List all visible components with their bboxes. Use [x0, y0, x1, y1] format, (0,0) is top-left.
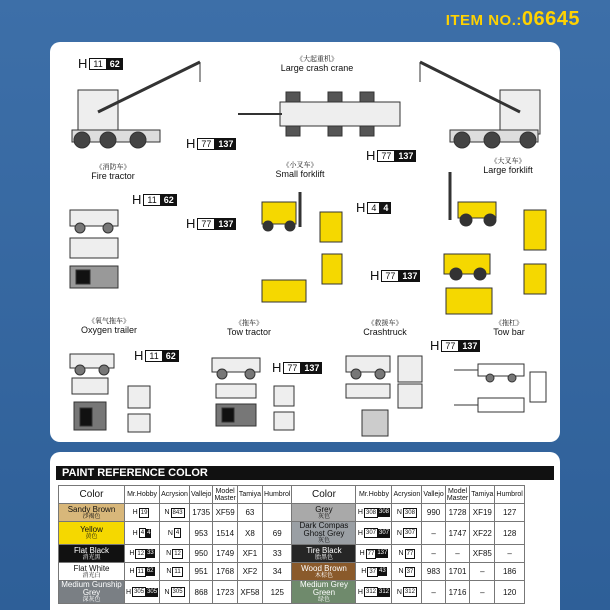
label-tow-bar: 《拖杠》 Tow bar [493, 320, 525, 337]
humbrol-code: 69 [263, 522, 292, 545]
header-mr-hobby: Mr.Hobby [125, 486, 160, 504]
mr-hobby-code: H 312 312 [356, 581, 392, 604]
vallejo-code: 953 [189, 522, 213, 545]
model-master-code: 1747 [445, 522, 469, 545]
mr-hobby-code: H 308 308 [356, 504, 392, 522]
color-swatch: Tire Black 胎黑色 [292, 545, 356, 563]
vallejo-code: 868 [189, 581, 213, 604]
header-tamiya-right: Tamiya [470, 486, 495, 504]
mr-hobby-code: H 19 [125, 504, 160, 522]
acrysion-code: N 305 [160, 581, 190, 604]
label-crashtruck: 《救援车》 Crashtruck [363, 320, 407, 337]
tamiya-code: X8 [237, 522, 262, 545]
header-vallejo: Vallejo [189, 486, 213, 504]
code-crane-left: H 11 62 [78, 56, 123, 71]
large-forklift-drawing [444, 172, 546, 314]
vallejo-code: 983 [422, 563, 446, 581]
code-fire-tractor: H 11 62 [132, 192, 177, 207]
acrysion-code: N 4 [160, 522, 190, 545]
header-color-right: Color [292, 486, 356, 504]
model-master-code: XF59 [213, 504, 237, 522]
small-forklift-drawing [262, 192, 342, 302]
paint-reference-title: PAINT REFERENCE COLOR [56, 466, 554, 480]
mr-hobby-code: H 307 307 [356, 522, 392, 545]
model-master-code: 1701 [445, 563, 469, 581]
mr-hobby-code: H 77 137 [356, 545, 392, 563]
model-master-code: – [445, 545, 469, 563]
header-vallejo-right: Vallejo [422, 486, 446, 504]
model-master-code: 1768 [213, 563, 237, 581]
mr-hobby-code: H 37 43 [356, 563, 392, 581]
acrysion-code: N 37 [392, 563, 422, 581]
code-crane-left-tire: H 77 137 [186, 136, 236, 151]
code-oxygen-trailer: H 11 62 [134, 348, 179, 363]
humbrol-code: – [495, 545, 524, 563]
color-swatch: Wood Brown 木棕色 [292, 563, 356, 581]
header-humbrol: Humbrol [263, 486, 292, 504]
color-swatch: Sandy Brown 沙褐色 [59, 504, 125, 522]
crashtruck-drawing [346, 356, 422, 436]
humbrol-code [263, 504, 292, 522]
code-large-forklift: H 77 137 [370, 268, 420, 283]
mr-hobby-code: H 12 33 [125, 545, 160, 563]
model-master-code: 1514 [213, 522, 237, 545]
vallejo-code: – [422, 581, 446, 604]
tamiya-code: XF85 [470, 545, 495, 563]
acrysion-code: N 312 [392, 581, 422, 604]
humbrol-code: 120 [495, 581, 524, 604]
header-color: Color [59, 486, 125, 504]
crane-top-drawing [238, 92, 400, 136]
paint-row [59, 504, 525, 522]
paint-reference-panel [50, 452, 560, 610]
header-model-master-right: Model Master [446, 487, 469, 502]
vallejo-code: – [422, 522, 446, 545]
paint-row [59, 563, 525, 581]
paint-reference-table [58, 485, 525, 604]
humbrol-code: 33 [263, 545, 292, 563]
vallejo-code: 950 [189, 545, 213, 563]
code-crane-top: H 77 137 [366, 148, 416, 163]
item-number: ITEM NO.:06645 [445, 8, 580, 30]
header-acrysion-right: Acrysion [392, 486, 422, 504]
vallejo-code: 951 [189, 563, 213, 581]
mr-hobby-code: H 11 62 [125, 563, 160, 581]
acrysion-code: N 308 [392, 504, 422, 522]
paint-row [59, 581, 525, 604]
color-swatch: Flat Black 消光黑 [59, 545, 125, 563]
humbrol-code: 127 [495, 504, 524, 522]
tamiya-code: 63 [237, 504, 262, 522]
vallejo-code: 990 [422, 504, 446, 522]
mr-hobby-code: H 305 305 [125, 581, 160, 604]
tow-bar-drawing [454, 364, 546, 412]
label-large-crash-crane: 《大起重机》 Large crash crane [280, 56, 354, 73]
crane-left-drawing [72, 62, 200, 148]
color-swatch: Grey 灰色 [292, 504, 356, 522]
color-swatch: Yellow 黄色 [59, 522, 125, 545]
acrysion-code: N 11 [160, 563, 190, 581]
tamiya-code: XF1 [237, 545, 262, 563]
label-small-forklift: 《小叉车》 Small forklift [275, 162, 325, 179]
acrysion-code: N 307 [392, 522, 422, 545]
header-mr-hobby-right: Mr.Hobby [356, 486, 392, 504]
tamiya-code: XF22 [470, 522, 495, 545]
color-swatch: Flat White 消光白 [59, 563, 125, 581]
fire-tractor-drawing [70, 210, 118, 288]
code-small-forklift: H 4 4 [356, 200, 391, 215]
vehicle-sheet [50, 42, 560, 442]
model-master-code: 1728 [445, 504, 469, 522]
model-master-code: 1749 [213, 545, 237, 563]
vallejo-code: – [422, 545, 446, 563]
paint-row [59, 522, 525, 545]
crane-right-drawing [420, 62, 540, 148]
header-humbrol-right: Humbrol [495, 486, 524, 504]
code-small-forklift-tire: H 77 137 [186, 216, 236, 231]
paint-row [59, 545, 525, 563]
humbrol-code: 186 [495, 563, 524, 581]
mr-hobby-code: H 4 4 [125, 522, 160, 545]
label-oxygen-trailer: 《氧气拖车》 Oxygen trailer [80, 318, 138, 335]
tamiya-code: XF58 [237, 581, 262, 604]
label-large-forklift: 《大叉车》 Large forklift [483, 158, 533, 175]
label-tow-tractor: 《拖车》 Tow tractor [226, 320, 271, 337]
color-swatch: Medium Gunship Grey 深灰色 [59, 581, 125, 604]
paint-header-row [59, 486, 525, 504]
header-model-master: Model Master [214, 487, 236, 502]
vehicle-illustrations [50, 42, 560, 442]
model-master-code: 1716 [445, 581, 469, 604]
humbrol-code: 125 [263, 581, 292, 604]
tamiya-code: XF2 [237, 563, 262, 581]
tamiya-code: – [470, 581, 495, 604]
model-master-code: 1723 [213, 581, 237, 604]
acrysion-code: N 77 [392, 545, 422, 563]
code-tow-tractor: H 77 137 [272, 360, 322, 375]
label-fire-tractor: 《消防车》 Fire tractor [91, 164, 135, 181]
acrysion-code: N 12 [160, 545, 190, 563]
code-tow-bar: H 77 137 [430, 338, 480, 353]
header-acrysion: Acrysion [160, 486, 190, 504]
header-tamiya: Tamiya [237, 486, 262, 504]
paint-body [59, 504, 525, 604]
oxygen-trailer-drawing [70, 354, 150, 432]
acrysion-code: N 843 [160, 504, 190, 522]
tamiya-code: – [470, 563, 495, 581]
color-swatch: Dark Compas Ghost Grey 灰色 [292, 522, 356, 545]
vallejo-code: 1735 [189, 504, 213, 522]
tamiya-code: XF19 [470, 504, 495, 522]
humbrol-code: 34 [263, 563, 292, 581]
humbrol-code: 128 [495, 522, 524, 545]
color-swatch: Medium Grey Green 绿色 [292, 581, 356, 604]
